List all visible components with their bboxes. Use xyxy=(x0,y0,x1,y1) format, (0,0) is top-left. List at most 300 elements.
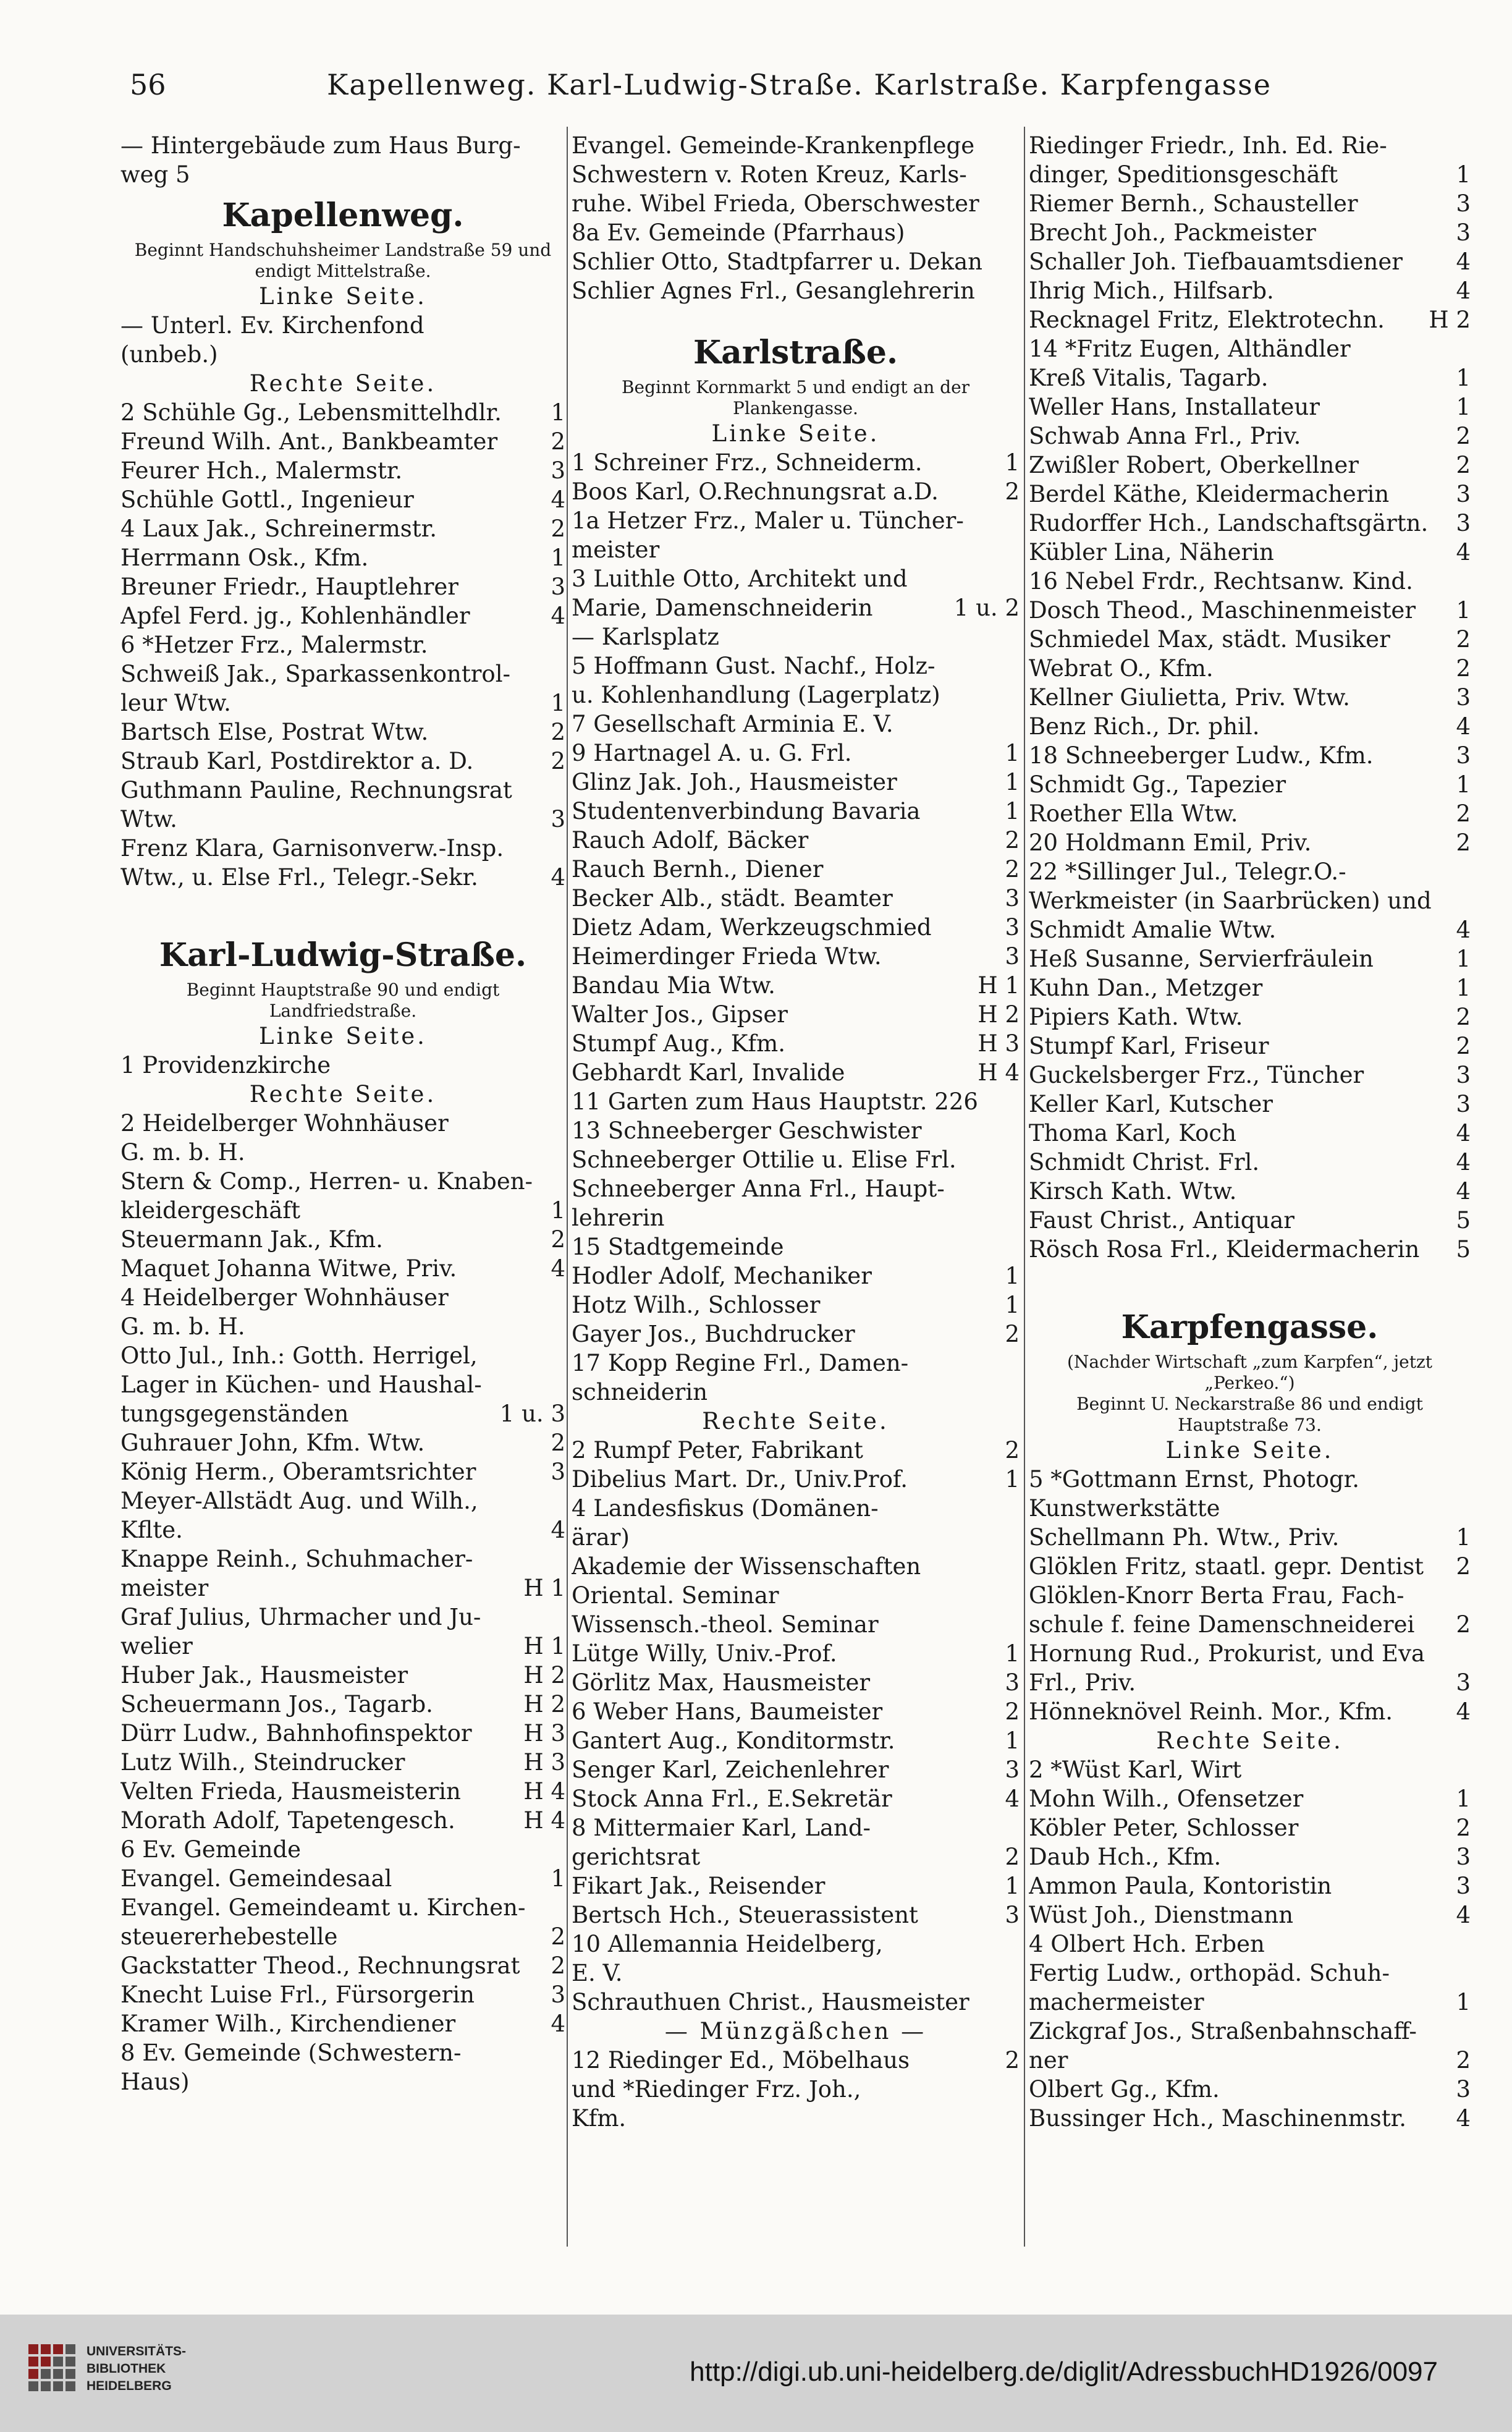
floor-number: 2 xyxy=(1456,423,1471,449)
directory-entry xyxy=(572,1058,1020,1087)
floor-number: H 3 xyxy=(978,1030,1020,1057)
directory-entry xyxy=(1029,1119,1471,1148)
floor-number: H 1 xyxy=(523,1633,565,1659)
entry-text: Feurer Hch., Malermstr. xyxy=(120,457,403,484)
directory-entry xyxy=(1029,654,1471,683)
entry-text: Guhrauer John, Kfm. Wtw. xyxy=(120,1430,425,1456)
floor-number: 3 xyxy=(551,574,565,600)
entry-text: Riedinger Friedr., Inh. Ed. Rie- xyxy=(1029,132,1387,159)
entry-text: Scheuermann Jos., Tagarb. xyxy=(120,1691,433,1718)
page-title: Kapellenweg. Karl-Ludwig-Straße. Karlstraße. Karpfengasse xyxy=(327,68,1272,101)
directory-entry xyxy=(120,160,565,189)
floor-number: 4 xyxy=(1456,1698,1471,1725)
entry-text: Haus) xyxy=(120,2069,190,2095)
entry-text: Schneeberger Ottilie u. Elise Frl. xyxy=(572,1146,957,1173)
directory-entry xyxy=(572,448,1020,477)
entry-text: Evangel. Gemeinde-Krankenpflege xyxy=(572,132,975,159)
directory-entry xyxy=(572,1930,1020,1959)
entry-text: 3 Luithle Otto, Architekt und xyxy=(572,566,908,592)
directory-entry xyxy=(120,1312,565,1341)
directory-entry xyxy=(120,689,565,718)
entry-text: Walter Jos., Gipser xyxy=(572,1001,788,1028)
directory-entry xyxy=(572,710,1020,739)
floor-number: 3 xyxy=(551,457,565,484)
entry-text: Rösch Rosa Frl., Kleidermacherin xyxy=(1029,1236,1420,1263)
side-heading: Linke Seite. xyxy=(259,1023,427,1049)
entry-text: 8 Ev. Gemeinde (Schwestern- xyxy=(120,2040,462,2066)
directory-entry xyxy=(120,1138,565,1167)
directory-entry xyxy=(120,131,565,160)
floor-number: 4 xyxy=(551,864,565,891)
entry-text: Studentenverbindung Bavaria xyxy=(572,798,921,824)
entry-text: 2 Schühle Gg., Lebensmittelhdlr. xyxy=(120,399,502,426)
directory-entry xyxy=(572,506,1020,535)
directory-entry xyxy=(1029,131,1471,160)
directory-entry xyxy=(572,1203,1020,1232)
directory-entry xyxy=(120,485,565,514)
directory-entry xyxy=(572,1726,1020,1755)
floor-number: 1 xyxy=(1005,1466,1020,1493)
entry-text: Schmidt Christ. Frl. xyxy=(1029,1149,1260,1176)
directory-entry xyxy=(120,1544,565,1574)
entry-text: ruhe. Wibel Frieda, Oberschwester xyxy=(572,190,979,217)
entry-text: Zwißler Robert, Oberkellner xyxy=(1029,452,1359,478)
floor-number: H 3 xyxy=(523,1720,565,1747)
directory-entry xyxy=(1029,1988,1471,2017)
directory-entry xyxy=(572,1755,1020,1784)
entry-text: Schrauthuen Christ., Hausmeister xyxy=(572,1989,969,2015)
floor-number: 1 xyxy=(1456,946,1471,972)
floor-number: 2 xyxy=(1456,655,1471,682)
entry-text: Rauch Adolf, Bäcker xyxy=(572,827,809,854)
entry-text: Schühle Gottl., Ingenieur xyxy=(120,486,414,513)
page-header xyxy=(130,68,1469,111)
directory-entry xyxy=(1029,2075,1471,2104)
directory-entry xyxy=(120,1864,565,1893)
entry-text: Köbler Peter, Schlosser xyxy=(1029,1815,1299,1841)
floor-number: H 1 xyxy=(978,972,1020,999)
directory-entry xyxy=(572,1290,1020,1320)
entry-text: 22 *Sillinger Jul., Telegr.O.- xyxy=(1029,858,1346,885)
floor-number: 4 xyxy=(1456,539,1471,566)
entry-text: Webrat O., Kfm. xyxy=(1029,655,1214,682)
entry-text: Görlitz Max, Hausmeister xyxy=(572,1669,871,1696)
entry-text: 12 Riedinger Ed., Möbelhaus xyxy=(572,2047,910,2074)
entry-text: Morath Adolf, Tapetengesch. xyxy=(120,1807,455,1834)
entry-text: Stock Anna Frl., E.Sekretär xyxy=(572,1786,892,1812)
directory-entry xyxy=(572,1378,1020,1407)
entry-text: Heimerdinger Frieda Wtw. xyxy=(572,943,882,970)
directory-entry xyxy=(572,1465,1020,1494)
entry-text: Evangel. Gemeindesaal xyxy=(120,1865,392,1892)
directory-entry xyxy=(1029,392,1471,422)
floor-number: 3 xyxy=(1005,1756,1020,1783)
floor-number: 4 xyxy=(1456,917,1471,943)
entry-text: Huber Jak., Hausmeister xyxy=(120,1662,408,1688)
entry-text: 20 Holdmann Emil, Priv. xyxy=(1029,829,1312,856)
library-footer xyxy=(0,2315,1512,2432)
directory-entry xyxy=(572,1813,1020,1842)
entry-text: Oriental. Seminar xyxy=(572,1582,779,1609)
directory-entry xyxy=(1029,625,1471,654)
floor-number: 2 xyxy=(1005,1844,1020,1870)
directory-entry xyxy=(120,1457,565,1486)
directory-entry xyxy=(572,160,1020,189)
entry-text: Rauch Bernh., Diener xyxy=(572,856,824,883)
directory-entry xyxy=(572,855,1020,884)
floor-number: 4 xyxy=(1456,1178,1471,1205)
directory-entry xyxy=(572,1871,1020,1900)
entry-text: 13 Schneeberger Geschwister xyxy=(572,1117,922,1144)
directory-entry xyxy=(120,1922,565,1951)
entry-text: weg 5 xyxy=(120,161,190,188)
directory-entry xyxy=(120,1486,565,1515)
directory-entry xyxy=(120,1893,565,1922)
directory-entry xyxy=(572,1087,1020,1116)
entry-text: Kramer Wilh., Kirchendiener xyxy=(120,2010,456,2037)
directory-entry xyxy=(1029,567,1471,596)
directory-entry xyxy=(120,2009,565,2038)
street-description: Beginnt U. Neckarstraße 86 und endigt Hauptstraße 73. xyxy=(1076,1394,1423,1435)
entry-text: Weller Hans, Installateur xyxy=(1029,394,1320,420)
directory-entry xyxy=(1029,1552,1471,1581)
floor-number: 2 xyxy=(551,1923,565,1950)
street-description: Beginnt Handschuhsheimer Landstraße 59 und endigt Mittelstraße. xyxy=(134,240,552,281)
entry-text: Herrmann Osk., Kfm. xyxy=(120,544,369,571)
entry-text: Guckelsberger Frz., Tüncher xyxy=(1029,1062,1364,1088)
entry-text: Bussinger Hch., Maschinenmstr. xyxy=(1029,2105,1406,2132)
entry-text: 10 Allemannia Heidelberg, xyxy=(572,1931,883,1957)
directory-entry xyxy=(120,1603,565,1632)
directory-entry xyxy=(120,601,565,630)
directory-entry xyxy=(572,1639,1020,1668)
directory-entry xyxy=(120,456,565,485)
entry-text: Kübler Lina, Näherin xyxy=(1029,539,1274,566)
directory-entry xyxy=(120,1980,565,2009)
entry-text: 6 *Hetzer Frz., Malermstr. xyxy=(120,632,428,658)
entry-text: G. m. b. H. xyxy=(120,1139,245,1166)
entry-text: 1 Providenzkirche xyxy=(120,1052,331,1078)
directory-entry xyxy=(1029,1842,1471,1871)
directory-entry xyxy=(572,1000,1020,1029)
floor-number: 2 xyxy=(1005,478,1020,505)
directory-entry xyxy=(120,630,565,659)
directory-entry xyxy=(120,1690,565,1719)
directory-entry xyxy=(1029,334,1471,363)
directory-entry xyxy=(572,564,1020,593)
directory-entry xyxy=(572,1842,1020,1871)
entry-text: Otto Jul., Inh.: Gotth. Herrigel, xyxy=(120,1342,478,1369)
directory-entry xyxy=(1029,363,1471,392)
entry-text: Dosch Theod., Maschinenmeister xyxy=(1029,597,1416,624)
directory-entry xyxy=(1029,1235,1471,1264)
entry-text: schneiderin xyxy=(572,1379,708,1405)
directory-entry xyxy=(120,427,565,456)
directory-entry xyxy=(1029,828,1471,857)
entry-text: ärar) xyxy=(572,1524,630,1551)
directory-entry xyxy=(1029,712,1471,741)
source-url-link[interactable]: http://digi.ub.uni-heidelberg.de/diglit/AdressbuchHD1926/0097 xyxy=(690,2357,1438,2387)
floor-number: H 2 xyxy=(523,1662,565,1688)
directory-entry xyxy=(1029,1813,1471,1842)
directory-entry xyxy=(1029,1465,1471,1494)
floor-number: 3 xyxy=(1456,742,1471,769)
directory-entry xyxy=(120,1777,565,1806)
floor-number: 1 xyxy=(1456,161,1471,188)
street-heading: Karlstraße. xyxy=(693,334,898,371)
entry-text: 8a Ev. Gemeinde (Pfarrhaus) xyxy=(572,219,905,246)
entry-text: Fikart Jak., Reisender xyxy=(572,1873,826,1899)
floor-number: H 4 xyxy=(523,1807,565,1834)
directory-entry xyxy=(1029,247,1471,276)
directory-entry xyxy=(572,1552,1020,1581)
floor-number: 2 xyxy=(1005,1321,1020,1347)
directory-entry xyxy=(120,1109,565,1138)
entry-text: Wissensch.-theol. Seminar xyxy=(572,1611,879,1638)
entry-text: Glöklen-Knorr Berta Frau, Fach- xyxy=(1029,1582,1404,1609)
entry-text: 4 Heidelberger Wohnhäuser xyxy=(120,1284,449,1311)
floor-number: 1 xyxy=(1005,1640,1020,1667)
entry-text: — Karlsplatz xyxy=(572,624,719,650)
entry-text: und *Riedinger Frz. Joh., xyxy=(572,2076,861,2103)
floor-number: 5 xyxy=(1456,1236,1471,1263)
entry-text: gerichtsrat xyxy=(572,1844,701,1870)
floor-number: 2 xyxy=(1456,800,1471,827)
directory-entry xyxy=(120,1835,565,1864)
entry-text: Fertig Ludw., orthopäd. Schuh- xyxy=(1029,1960,1390,1986)
entry-text: Frenz Klara, Garnisonverw.-Insp. xyxy=(120,835,504,862)
floor-number: 3 xyxy=(1005,885,1020,912)
floor-number: 3 xyxy=(1456,1844,1471,1870)
entry-text: Knecht Luise Frl., Fürsorgerin xyxy=(120,1981,475,2008)
directory-entry xyxy=(120,572,565,601)
floor-number: 2 xyxy=(1005,827,1020,854)
entry-text: 18 Schneeberger Ludw., Kfm. xyxy=(1029,742,1374,769)
directory-entry xyxy=(572,1610,1020,1639)
directory-entry xyxy=(572,535,1020,564)
library-logo[interactable] xyxy=(25,2332,185,2412)
floor-number: 2 xyxy=(551,1952,565,1979)
entry-text: Maquet Johanna Witwe, Priv. xyxy=(120,1255,457,1282)
directory-entry xyxy=(1029,1871,1471,1900)
entry-text: Recknagel Fritz, Elektrotechn. xyxy=(1029,307,1385,333)
entry-text: 2 Rumpf Peter, Fabrikant xyxy=(572,1437,863,1464)
entry-text: 4 Landesfiskus (Domänen- xyxy=(572,1495,879,1522)
page-number: 56 xyxy=(130,68,166,101)
entry-text: Daub Hch., Kfm. xyxy=(1029,1844,1222,1870)
floor-number: 2 xyxy=(1456,1815,1471,1841)
directory-entry xyxy=(1029,741,1471,770)
entry-text: Kuhn Dan., Metzger xyxy=(1029,975,1263,1001)
entry-text: 16 Nebel Frdr., Rechtsanw. Kind. xyxy=(1029,568,1413,595)
entry-text: Dürr Ludw., Bahnhofinspektor xyxy=(120,1720,472,1747)
floor-number: 3 xyxy=(1456,190,1471,217)
entry-text: Kellner Giulietta, Priv. Wtw. xyxy=(1029,684,1350,711)
entry-text: Stumpf Karl, Friseur xyxy=(1029,1033,1269,1059)
entry-text: G. m. b. H. xyxy=(120,1313,245,1340)
directory-entry xyxy=(1029,683,1471,712)
floor-number: 2 xyxy=(551,1430,565,1456)
entry-text: Bartsch Else, Postrat Wtw. xyxy=(120,719,429,745)
directory-entry xyxy=(572,1494,1020,1523)
floor-number: 3 xyxy=(1456,684,1471,711)
directory-entry xyxy=(1029,973,1471,1002)
entry-text: Riemer Bernh., Schausteller xyxy=(1029,190,1358,217)
directory-entry xyxy=(572,884,1020,913)
entry-text: Ihrig Mich., Hilfsarb. xyxy=(1029,278,1274,304)
entry-text: 9 Hartnagel A. u. G. Frl. xyxy=(572,740,852,766)
entry-text: Freund Wilh. Ant., Bankbeamter xyxy=(120,428,498,455)
street-description: Beginnt Hauptstraße 90 und endigt Landfriedstraße. xyxy=(186,980,500,1021)
street-heading: Karl-Ludwig-Straße. xyxy=(159,936,527,974)
floor-number: 2 xyxy=(1456,452,1471,478)
floor-number: 1 xyxy=(551,399,565,426)
entry-text: Apfel Ferd. jg., Kohlenhändler xyxy=(120,603,470,629)
directory-entry xyxy=(572,189,1020,218)
entry-text: Marie, Damenschneiderin xyxy=(572,595,873,621)
directory-entry xyxy=(120,805,565,834)
floor-number: 1 xyxy=(1456,597,1471,624)
floor-number: 4 xyxy=(551,2010,565,2037)
entry-text: Stumpf Aug., Kfm. xyxy=(572,1030,785,1057)
directory-entry xyxy=(572,477,1020,506)
directory-entry xyxy=(120,1196,565,1225)
floor-number: 1 xyxy=(1005,449,1020,476)
entry-text: Lütge Willy, Univ.-Prof. xyxy=(572,1640,837,1667)
directory-entry xyxy=(120,747,565,776)
entry-text: Glinz Jak. Joh., Hausmeister xyxy=(572,769,897,795)
directory-entry xyxy=(120,1051,565,1080)
street-description: (Nachder Wirtschaft „zum Karpfen“, jetzt „Perkeo.“) xyxy=(1066,1352,1433,1393)
entry-text: leur Wtw. xyxy=(120,690,231,716)
directory-entry xyxy=(1029,1755,1471,1784)
floor-number: 4 xyxy=(1456,713,1471,740)
directory-entry xyxy=(120,1283,565,1312)
floor-number: 2 xyxy=(551,719,565,745)
entry-text: Heß Susanne, Servierfräulein xyxy=(1029,946,1374,972)
directory-entry xyxy=(120,1254,565,1283)
directory-entry xyxy=(120,1719,565,1748)
directory-entry xyxy=(1029,1784,1471,1813)
entry-text: 1a Hetzer Frz., Maler u. Tüncher- xyxy=(572,507,964,534)
entry-text: Dietz Adam, Werkzeugschmied xyxy=(572,914,932,941)
entry-text: Hotz Wilh., Schlosser xyxy=(572,1292,821,1318)
floor-number: 1 xyxy=(551,1865,565,1892)
floor-number: H 3 xyxy=(523,1749,565,1776)
floor-number: 3 xyxy=(1456,1091,1471,1117)
directory-entry xyxy=(572,680,1020,710)
entry-text: Gantert Aug., Konditormstr. xyxy=(572,1727,895,1754)
entry-text: Schellmann Ph. Wtw., Priv. xyxy=(1029,1524,1340,1551)
entry-text: Schwab Anna Frl., Priv. xyxy=(1029,423,1301,449)
floor-number: 1 xyxy=(1456,975,1471,1001)
directory-entry xyxy=(1029,2104,1471,2133)
directory-entry xyxy=(572,2075,1020,2104)
column-divider xyxy=(567,127,568,2247)
entry-text: Steuermann Jak., Kfm. xyxy=(120,1226,383,1253)
entry-text: 15 Stadtgemeinde xyxy=(572,1234,784,1260)
directory-entry xyxy=(572,942,1020,971)
directory-entry xyxy=(572,826,1020,855)
directory-entry xyxy=(120,1806,565,1835)
directory-entry xyxy=(120,1370,565,1399)
directory-entry xyxy=(572,593,1020,622)
floor-number: 3 xyxy=(551,1981,565,2008)
floor-number: 3 xyxy=(1456,2076,1471,2103)
entry-text: 6 Weber Hans, Baumeister xyxy=(572,1698,883,1725)
directory-entry xyxy=(572,1349,1020,1378)
floor-number: H 2 xyxy=(1429,307,1471,333)
entry-text: Schwestern v. Roten Kreuz, Karls- xyxy=(572,161,967,188)
column-middle xyxy=(572,131,1020,2133)
directory-entry xyxy=(572,131,1020,160)
directory-entry xyxy=(1029,799,1471,828)
floor-number: 4 xyxy=(551,603,565,629)
entry-text: Bertsch Hch., Steuerassistent xyxy=(572,1902,918,1928)
floor-number: 2 xyxy=(551,748,565,774)
floor-number: 2 xyxy=(1005,1698,1020,1725)
directory-entry xyxy=(120,776,565,805)
entry-text: Knappe Reinh., Schuhmacher- xyxy=(120,1546,473,1572)
directory-entry xyxy=(1029,1002,1471,1032)
directory-entry xyxy=(1029,1177,1471,1206)
floor-number: 3 xyxy=(1456,219,1471,246)
entry-text: Benz Rich., Dr. phil. xyxy=(1029,713,1260,740)
entry-text: welier xyxy=(120,1633,193,1659)
entry-text: Wüst Joh., Dienstmann xyxy=(1029,1902,1294,1928)
directory-entry xyxy=(120,659,565,689)
floor-number: 3 xyxy=(1456,1873,1471,1899)
floor-number: 1 xyxy=(1456,1786,1471,1812)
entry-text: Schmidt Gg., Tapezier xyxy=(1029,771,1286,798)
entry-text: 14 *Fritz Eugen, Althändler xyxy=(1029,336,1351,362)
directory-entry xyxy=(1029,1206,1471,1235)
floor-number: 1 xyxy=(1456,1989,1471,2015)
directory-entry xyxy=(120,718,565,747)
entry-text: Kfltе. xyxy=(120,1517,183,1543)
directory-entry xyxy=(572,1697,1020,1726)
column-right xyxy=(1029,131,1471,2133)
entry-text: Gebhardt Karl, Invalide xyxy=(572,1059,845,1086)
directory-entry xyxy=(120,863,565,892)
floor-number: 1 u. 2 xyxy=(953,595,1020,621)
directory-entry xyxy=(1029,1697,1471,1726)
directory-entry xyxy=(1029,1668,1471,1697)
directory-entry xyxy=(572,1668,1020,1697)
entry-text: 7 Gesellschaft Arminia E. V. xyxy=(572,711,893,737)
directory-entry xyxy=(1029,451,1471,480)
floor-number: 5 xyxy=(1456,1207,1471,1234)
entry-text: 1 Schreiner Frz., Schneiderm. xyxy=(572,449,923,476)
directory-entry xyxy=(572,2046,1020,2075)
entry-text: Straub Karl, Postdirektor a. D. xyxy=(120,748,474,774)
entry-text: Gackstatter Theod., Rechnungsrat xyxy=(120,1952,520,1979)
floor-number: 1 xyxy=(1005,1292,1020,1318)
entry-text: 4 Olbert Hch. Erben xyxy=(1029,1931,1265,1957)
entry-text: 5 Hoffmann Gust. Nachf., Holz- xyxy=(572,653,935,679)
directory-entry xyxy=(120,514,565,543)
directory-entry xyxy=(572,1784,1020,1813)
entry-text: Schmiedel Max, städt. Musiker xyxy=(1029,626,1390,653)
directory-entry xyxy=(572,622,1020,651)
floor-number: 2 xyxy=(1005,1437,1020,1464)
floor-number: 1 xyxy=(1456,1524,1471,1551)
floor-number: H 1 xyxy=(523,1575,565,1601)
floor-number: 2 xyxy=(551,1226,565,1253)
directory-entry xyxy=(572,1959,1020,1988)
directory-entry xyxy=(1029,1090,1471,1119)
directory-entry xyxy=(120,1399,565,1428)
